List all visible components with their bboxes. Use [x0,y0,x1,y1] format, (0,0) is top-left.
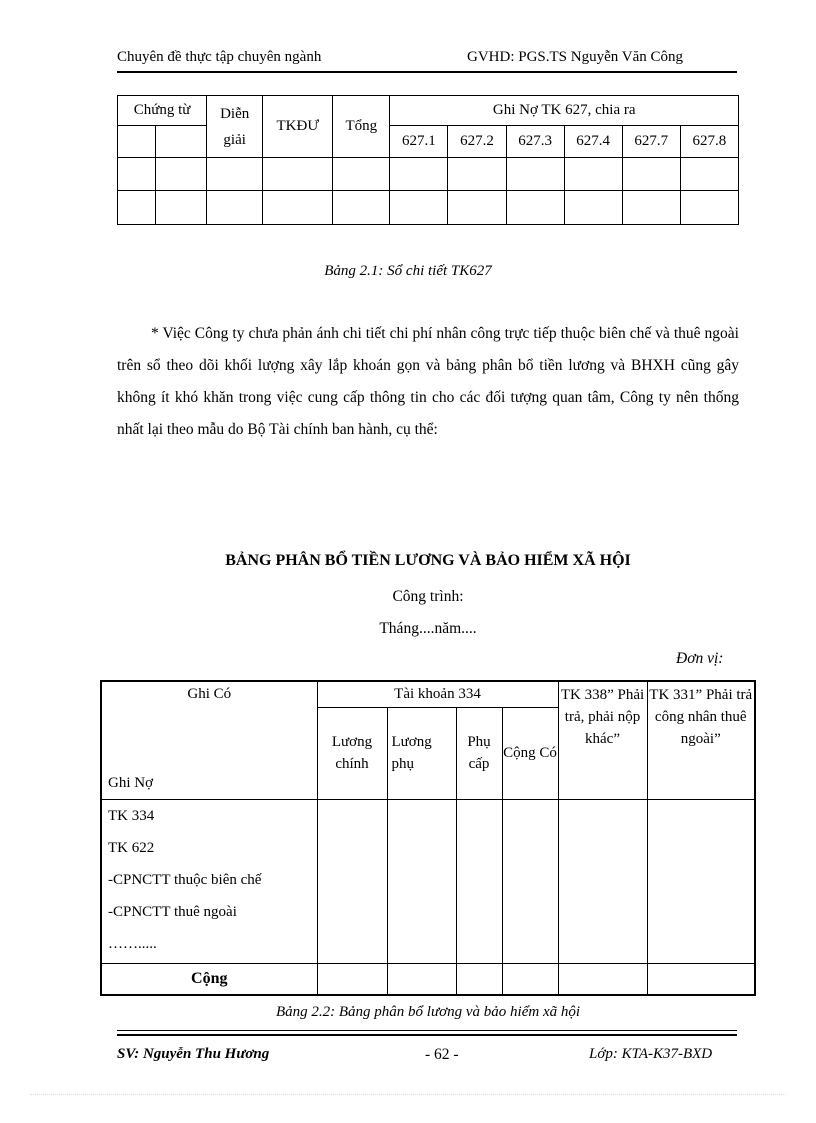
row-ellipsis: ……..... [108,935,157,952]
header-tk338: TK 338” Phải trả, phải nộp khác” [558,681,647,799]
page-edge-line [30,1094,786,1095]
header-rule [117,71,737,73]
col-tong: Tổng [333,96,390,158]
header-tk334: Tài khoản 334 [317,681,558,707]
col-627-3: 627.3 [506,126,564,158]
ghi-no-label: Ghi Nợ [108,775,154,791]
header-ghi-co-ghi-no [101,681,317,799]
col-cong-co: Cộng Có [502,707,558,799]
row-cpnctt-bien-che: -CPNCTT thuộc biên chế [108,871,262,888]
caption-table-1: Bảng 2.1: Sổ chi tiết TK627 [324,263,492,279]
col-ghi-no-627: Ghi Nợ TK 627, chia ra [390,96,739,126]
table-row [118,158,739,191]
col-dien-giai: Diễn giải [207,96,263,158]
ghi-co-label: Ghi Có [187,686,232,702]
footer-rule-top [117,1030,737,1031]
row-labels [101,799,317,963]
col-627-1: 627.1 [390,126,448,158]
col-chung-tu: Chứng từ [118,96,207,126]
col-627-7: 627.7 [622,126,680,158]
cell-empty [118,126,156,158]
unit-label: Đơn vị: [676,650,724,667]
row-cpnctt-thue-ngoai: -CPNCTT thuê ngoài [108,903,237,920]
period-label: Tháng....năm.... [379,620,477,637]
section-title: BẢNG PHÂN BỔ TIỀN LƯƠNG VÀ BẢO HIỂM XÃ HỘI [225,552,631,569]
row-cong: Cộng [101,963,317,995]
row-tk334: TK 334 [108,807,155,824]
footer-student: SV: Nguyễn Thu Hương [117,1046,270,1062]
table-row [101,799,755,963]
body-paragraph [117,318,739,446]
row-tk622: TK 622 [108,839,155,856]
ledger-table-tk627 [117,95,739,225]
col-luong-chinh: Lương chính [317,707,387,799]
header-tk331: TK 331” Phải trả công nhân thuê ngoài” [647,681,755,799]
project-label: Công trình: [392,588,464,605]
col-luong-phu: Lương phụ [387,707,456,799]
col-627-8: 627.8 [680,126,738,158]
col-627-2: 627.2 [448,126,506,158]
salary-allocation-table [100,680,756,996]
header-left: Chuyên đề thực tập chuyên ngành [117,49,322,65]
header-right: GVHD: PGS.TS Nguyễn Văn Công [467,49,683,65]
col-phu-cap: Phụ cấp [456,707,502,799]
cell-empty [156,126,207,158]
footer-class: Lớp: KTA-K37-BXD [589,1046,713,1062]
footer-page-number: - 62 - [425,1046,459,1063]
col-627-4: 627.4 [564,126,622,158]
caption-table-2: Bảng 2.2: Bảng phân bổ lương và bảo hiểm xã hội [275,1004,581,1020]
table-row [118,191,739,225]
table-row-total [101,963,755,995]
footer-rule-bottom [117,1034,737,1036]
paragraph-text: * Việc Công ty chưa phản ánh chi tiết chi phí nhân công trực tiếp thuộc biên chế và thuê ngoài trên sổ theo dõi khối lượng xây lắp khoán gọn và bảng phân bổ tiền lương và BHXH cũng gây không ít khó khăn trong việc cung cấp thông tin cho các đối tượng quan tâm, Công ty nên thống nhất lại theo mẫu do Bộ Tài chính ban hành, cụ thể: [117,325,739,438]
col-tkdu: TKĐƯ [263,96,333,158]
